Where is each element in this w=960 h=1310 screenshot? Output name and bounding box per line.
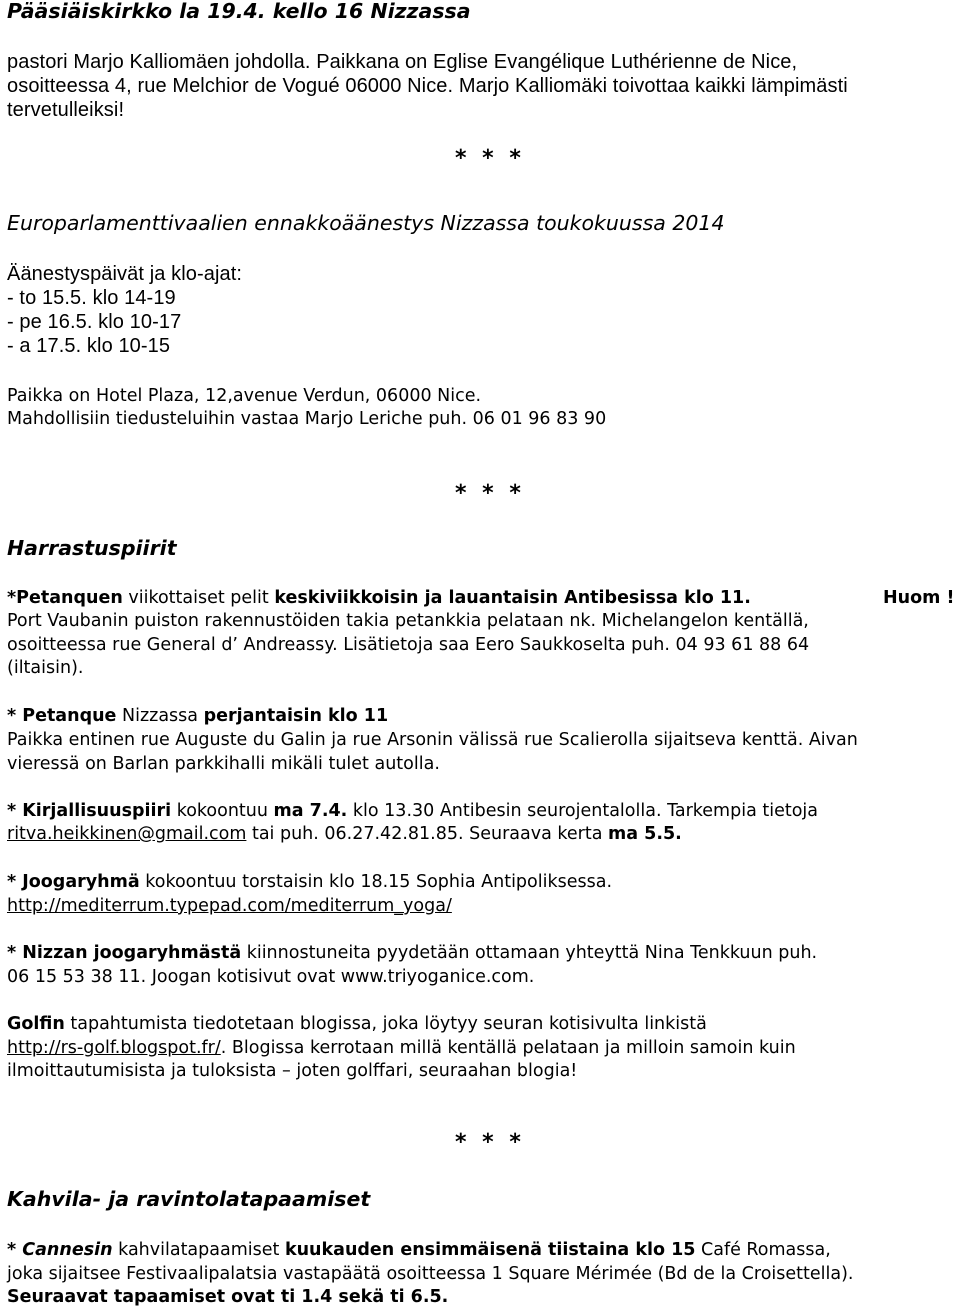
literature-name: * Kirjallisuuspiiri xyxy=(7,801,172,821)
cannes-line: * Cannesin kahvilatapaamiset kuukauden ensimmäisenä tiistaina klo 15 Café Romassa, xyxy=(7,1240,831,1260)
yoga-name: * Joogaryhmä xyxy=(7,872,140,892)
golf-text-line: ilmoittautumisista ja tuloksista – joten golffari, seuraahan blogia! xyxy=(7,1061,578,1081)
church-event-text-line: tervetulleiksi! xyxy=(7,99,125,121)
petanque-text-line: osoitteessa rue General d’ Andreassy. Lisätietoja saa Eero Saukkoselta puh. 04 93 61 88 64 xyxy=(7,635,810,655)
election-title: Europarlamenttivaalien ennakkoäänestys Nizzassa toukokuussa 2014 xyxy=(7,211,725,235)
petanque-nice-text-line: Paikka entinen rue Auguste du Galin ja rue Arsonin välissä rue Scalierolla sijaitseva kenttä. Aivan xyxy=(7,730,858,750)
voting-contact: Mahdollisiin tiedusteluihin vastaa Marjo Leriche puh. 06 01 96 83 90 xyxy=(7,409,607,429)
petanque-text-line: (iltaisin). xyxy=(7,658,84,678)
golf-name: Golfin xyxy=(7,1014,65,1034)
literature-contact-line: ritva.heikkinen@gmail.com tai puh. 06.27.42.81.85. Seuraava kerta ma 5.5. xyxy=(7,824,682,844)
separator: * * * xyxy=(455,1130,525,1155)
yoga-line: * Joogaryhmä kokoontuu torstaisin klo 18.15 Sophia Antipoliksessa. xyxy=(7,872,613,892)
church-event-title: Pääsiäiskirkko la 19.4. kello 16 Nizzassa xyxy=(7,0,471,23)
cafe-meetings-title: Kahvila- ja ravintolatapaamiset xyxy=(7,1187,371,1211)
voting-days-heading: Äänestyspäivät ja klo-ajat: xyxy=(7,263,243,285)
literature-email-link[interactable]: ritva.heikkinen@gmail.com xyxy=(7,824,247,844)
petanque-note: Huom ! xyxy=(883,588,955,608)
petanque-nice-name: * Petanque xyxy=(7,706,117,726)
voting-place: Paikka on Hotel Plaza, 12,avenue Verdun, 06000 Nice. xyxy=(7,386,482,406)
yoga-link-line xyxy=(7,896,452,916)
petanque-text-line: Port Vaubanin puiston rakennustöiden takia petankkia pelataan nk. Michelangelon kentällä, xyxy=(7,611,809,631)
petanque-antibes-line: *Petanquen viikottaiset pelit keskiviikkoisin ja lauantaisin Antibesissa klo 11. Huom ! xyxy=(7,588,955,608)
golf-line: Golfin tapahtumista tiedotetaan blogissa, joka löytyy seuran kotisivulta linkistä xyxy=(7,1014,707,1034)
petanque-nice-line: * Petanque Nizzassa perjantaisin klo 11 xyxy=(7,706,389,726)
separator: * * * xyxy=(455,146,525,171)
hobbies-title: Harrastuspiirit xyxy=(7,536,177,560)
nice-yoga-text-line: 06 15 53 38 11. Joogan kotisivut ovat www.triyoganice.com. xyxy=(7,967,535,987)
golf-blog-link[interactable]: http://rs-golf.blogspot.fr/ xyxy=(7,1038,221,1058)
cannes-next-meetings: Seuraavat tapaamiset ovat ti 1.4 sekä ti 6.5. xyxy=(7,1287,449,1307)
cannes-name: Cannesin xyxy=(22,1240,113,1260)
nice-yoga-line: * Nizzan joogaryhmästä kiinnostuneita pyydetään ottamaan yhteyttä Nina Tenkkuun puh. xyxy=(7,943,818,963)
yoga-link[interactable]: http://mediterrum.typepad.com/mediterrum_yoga/ xyxy=(7,896,452,916)
nice-yoga-name: * Nizzan joogaryhmästä xyxy=(7,943,242,963)
voting-date: - pe 16.5. klo 10-17 xyxy=(7,311,182,333)
church-event-text-line: osoitteessa 4, rue Melchior de Vogué 06000 Nice. Marjo Kalliomäki toivottaa kaikki lämpimästi xyxy=(7,75,848,97)
cannes-text-line: joka sijaitsee Festivaalipalatsia vastapäätä osoitteessa 1 Square Mérimée (Bd de la Croisettella). xyxy=(7,1264,854,1284)
golf-link-line: http://rs-golf.blogspot.fr/. Blogissa kerrotaan millä kentällä pelataan ja milloin samoin kuin xyxy=(7,1038,796,1058)
voting-date: - a 17.5. klo 10-15 xyxy=(7,335,171,357)
voting-date: - to 15.5. klo 14-19 xyxy=(7,287,176,309)
separator: * * * xyxy=(455,481,525,506)
church-event-text-line: pastori Marjo Kalliomäen johdolla. Paikkana on Eglise Evangélique Luthérienne de Nice, xyxy=(7,51,798,73)
literature-line: * Kirjallisuuspiiri kokoontuu ma 7.4. klo 13.30 Antibesin seurojentalolla. Tarkempia tietoja xyxy=(7,801,819,821)
petanque-days: keskiviikkoisin ja lauantaisin Antibesissa klo 11. xyxy=(274,588,751,608)
petanque-name: *Petanquen xyxy=(7,588,123,608)
petanque-nice-text-line: vieressä on Barlan parkkihalli mikäli tulet autolla. xyxy=(7,754,440,774)
